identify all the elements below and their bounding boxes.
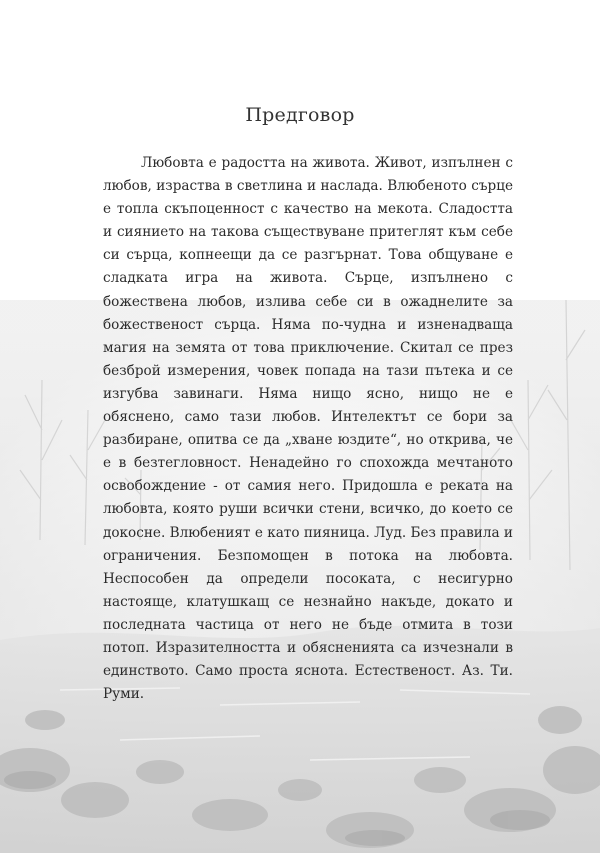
preface-paragraph: Любовта е радостта на живота. Живот, изпълнен с любов, израства в светлина и наслада. Влюбеното сърце е топла скъпоценност с качество на мекота. Сладостта и сиянието на такова съществуване притеглят към себе си сърца, копнеещи да се разгърнат. Това общуване е сладката игра на живота. Сърце, изпълнено с божествена любов, излива себе си в ожаднелите за божественост сърца. Няма по-чудна и изненадваща магия на земята от това приключение. Скитал се през безброй измерения, човек попада на тази пътека и се изгубва завинаги. Няма нищо ясно, нищо не е обяснено, само тази любов. Интелектът се бори за разбиране, опитва се да „хване юздите“, но открива, че е в безтегловност. Ненадейно го спохожда мечтаното освобождение - от самия него. Придошла е реката на любовта, която руши всички стени, всичко, до което се докосне. Влюбеният е като пияница. Луд. Без правила и ограничения. Безпомощен в потока на любовта. Неспособен да определи посоката, с несигурно настояще, клатушкащ се незнайно накъде, докато и последната частица от него не бъде отмита в този потоп. Изразителността и обясненията са изчезнали в единството. Само проста яснота. Естественост. Аз. Ти. Руми. <box>103 155 513 703</box>
page-title: Предговор <box>245 104 355 126</box>
